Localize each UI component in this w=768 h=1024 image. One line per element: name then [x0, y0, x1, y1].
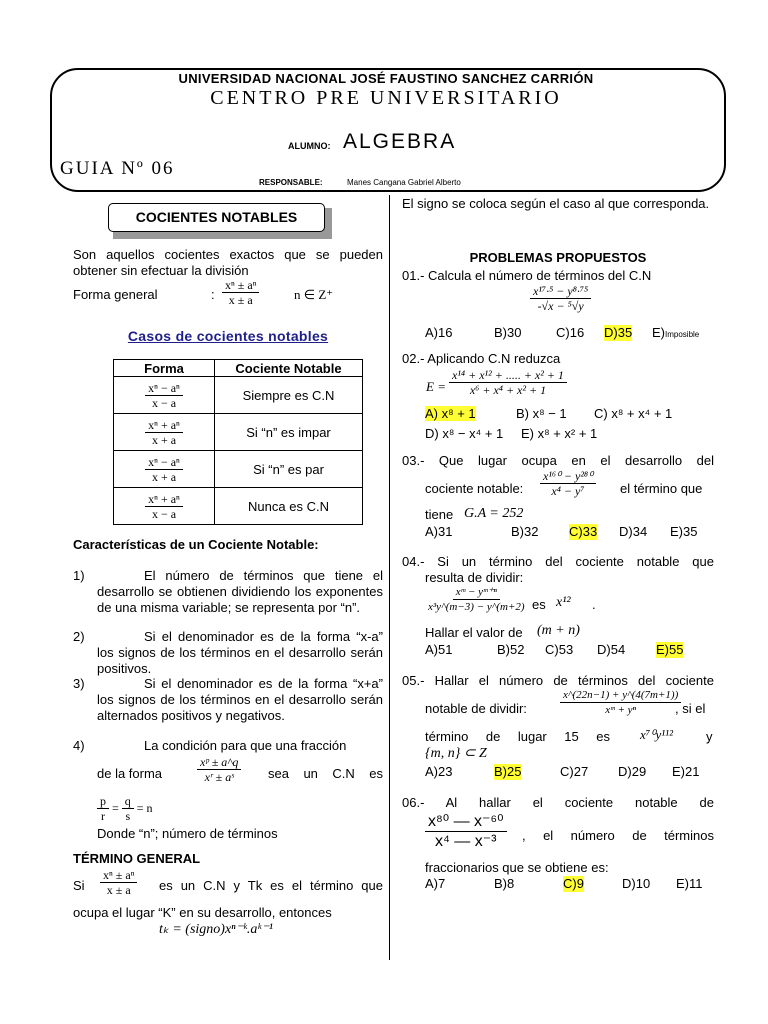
table-row [114, 414, 363, 451]
caract4-text-a: de la forma [97, 766, 163, 781]
option: D)10 [622, 876, 651, 891]
fraction-denominator: x − a [151, 506, 177, 521]
fraction-denominator: x³y^(m−3) − y^(m+2) [428, 601, 525, 613]
caract-number: 3) [73, 676, 85, 691]
table-row [114, 488, 363, 525]
tg-fraction [100, 868, 137, 897]
fraction-denominator: r [101, 809, 105, 823]
equation-rhs: = n [136, 801, 153, 815]
table-cell-value: Si “n” es par [215, 451, 363, 488]
problemas-title: PROBLEMAS PROPUESTOS [469, 250, 647, 265]
fraction-numerator: p [97, 794, 109, 809]
fraction-denominator: x − a [151, 395, 177, 410]
fraction-numerator: x¹⁷·⁵ − y⁸·⁷⁵ [530, 284, 591, 299]
tg-text-2: ocupa el lugar “K” en su desarrollo, entonces [73, 905, 332, 920]
fraction-numerator: x^(22n−1) + y^(4(7m+1)) [560, 688, 681, 703]
option [425, 406, 476, 422]
option: E)11 [676, 876, 703, 891]
fraction-denominator: x ± a [106, 883, 131, 897]
fraction-denominator: s [125, 809, 131, 823]
option: A)16 [425, 325, 453, 340]
option: A)51 [425, 642, 453, 657]
option: C)27 [560, 764, 589, 779]
problem-4-es: es [532, 597, 546, 612]
option-small-text: Imposible [665, 330, 700, 339]
option: A)7 [425, 876, 446, 891]
caract-text: Si el denominador es de la forma “x+a” los signos de los términos en el desarrollo serán alternados positivos y negativos. [97, 676, 383, 723]
fraction-denominator: xᵐ + yⁿ [605, 704, 636, 716]
caract-text: La condición para que una fracción [144, 738, 347, 753]
fraction-numerator: xⁿ − aⁿ [145, 455, 183, 470]
fraction-numerator: q [122, 794, 134, 809]
option: C)16 [556, 325, 585, 340]
problem-3-question-1: 03.- Que lugar ocupa en el desarrollo del [402, 453, 714, 468]
option: D)54 [597, 642, 626, 657]
tg-text-1: es un C.N y Tk es el término que [159, 878, 383, 893]
problem-4-fraction [425, 585, 528, 614]
problem-4-term: x¹² [556, 595, 571, 610]
problem-5-question-2a: notable de dividir: [425, 701, 527, 716]
table-row [114, 451, 363, 488]
option: B) x⁸ − 1 [516, 406, 567, 421]
option-highlighted: A) x⁸ + 1 [425, 406, 476, 421]
responsable-value: Manes Cangana Gabriel Alberto [347, 178, 461, 187]
table-cell-forma [114, 377, 215, 414]
fraction-numerator: xⁿ ± aⁿ [100, 868, 137, 883]
university-name: UNIVERSIDAD NACIONAL JOSÉ FAUSTINO SANCHEZ CARRIÓN [178, 71, 594, 86]
option: C) x⁸ + x⁴ + 1 [594, 406, 673, 421]
problem-4-expr: (m + n) [537, 623, 580, 638]
problem-5-fraction [560, 688, 681, 717]
option: C)53 [545, 642, 574, 657]
problem-4-question-2: resulta de dividir: [425, 570, 524, 585]
centro-title: CENTRO PRE UNIVERSITARIO [210, 87, 562, 109]
problem-5-y: y [706, 729, 713, 744]
table-cell-value: Siempre es C.N [215, 377, 363, 414]
problem-5-set: {m, n} ⊂ Z [425, 746, 487, 761]
fraction-numerator: xⁿ + aⁿ [145, 418, 183, 433]
column-divider [389, 195, 390, 960]
fraction-denominator: xʳ ± aˢ [204, 770, 234, 784]
problem-4-dot: . [592, 597, 596, 612]
fraction-numerator: x¹⁶⁰ − y²⁸⁰ [540, 469, 596, 484]
table-cell-value: Si “n” es impar [215, 414, 363, 451]
problem-3-question-2b: el término que [620, 481, 703, 496]
problem-5-question-3a: término de lugar 15 es [425, 729, 610, 744]
caract4-fraction [197, 755, 241, 784]
forma-general-condition: n ∈ Z⁺ [294, 287, 334, 302]
caract-text: El número de términos que tiene el desarrollo se obtienen dividiendo los exponentes de una misma variable; se representa por “n”. [97, 568, 383, 615]
option-highlighted: D)35 [604, 325, 633, 340]
caract4-text-b: sea un C.N es [268, 766, 383, 781]
problem-2-question: 02.- Aplicando C.N reduzca [402, 351, 561, 366]
option: E)21 [672, 764, 700, 779]
termino-general-title: TÉRMINO GENERAL [73, 851, 201, 866]
alumno-label: ALUMNO: [288, 141, 331, 151]
problem-6-question-3: fraccionarios que se obtiene es: [425, 860, 609, 875]
table-cell-forma [114, 488, 215, 525]
forma-general-fraction [222, 278, 259, 307]
tg-formula: tₖ = (signo)xⁿ⁻ᵏ.aᵏ⁻¹ [159, 922, 273, 937]
option: A)31 [425, 524, 453, 539]
problem-6-question-2: , el número de términos [522, 828, 714, 843]
responsable-label: RESPONSABLE: [259, 178, 323, 187]
table-cell-forma [114, 414, 215, 451]
tg-si: Si [73, 878, 85, 893]
option: D) x⁸ − x⁴ + 1 [425, 426, 504, 441]
option [652, 325, 699, 343]
problem-1-question: 01.- Calcula el número de términos del C.N [402, 268, 652, 283]
option-highlighted: E)55 [656, 642, 684, 657]
caract-number: 4) [73, 738, 85, 753]
problem-5-question-2b: , si el [675, 701, 706, 716]
fraction-numerator: x⁸⁰ — x⁻⁶⁰ [425, 812, 507, 832]
signo-text: El signo se coloca según el caso al que corresponda. [402, 196, 710, 211]
intro-text: Son aquellos cocientes exactos que se pueden obtener sin efectuar la división [73, 247, 383, 278]
option: B)8 [494, 876, 515, 891]
problem-2-fraction [449, 368, 567, 397]
fraction-denominator: -√x − ⁵√y [537, 299, 584, 313]
table-header: Forma [114, 360, 215, 377]
caract-text: Si el denominador es de la forma “x-a” los signos de los términos en el desarrollo serán positivos. [97, 629, 383, 676]
problem-3-fraction [540, 469, 596, 498]
problem-3-ga: G.A = 252 [464, 506, 524, 521]
table-cell-forma [114, 451, 215, 488]
option: D)34 [619, 524, 648, 539]
option: E) x⁸ + x² + 1 [521, 426, 598, 441]
fraction-denominator: x ± a [228, 293, 253, 307]
casos-title: Casos de cocientes notables [127, 328, 329, 344]
option-highlighted: B)25 [494, 764, 522, 779]
option: B)30 [494, 325, 522, 340]
fraction-denominator: x⁴ − y⁷ [551, 484, 585, 498]
problem-4-question-1: 04.- Si un término del cociente notable que [402, 554, 714, 569]
problem-4-question-3: Hallar el valor de [425, 625, 523, 640]
alumno-value: ALGEBRA [343, 130, 457, 153]
option: B)52 [497, 642, 525, 657]
fraction-numerator: xⁿ ± aⁿ [222, 278, 259, 293]
table-cell-value: Nunca es C.N [215, 488, 363, 525]
fraction-numerator: xᵐ − yᵐ⁺ⁿ [453, 585, 500, 600]
option-label: E) [652, 325, 665, 340]
fraction-denominator: x⁴ — x⁻³ [434, 833, 497, 850]
problem-6-question-1: 06.- Al hallar el cociente notable de [402, 795, 714, 810]
problem-1-fraction [530, 284, 591, 313]
option: D)29 [618, 764, 647, 779]
problem-5-question-1: 05.- Hallar el número de términos del cociente [402, 673, 714, 688]
forma-general-colon: : [211, 287, 215, 302]
fraction-numerator: x¹⁴ + x¹² + ..... + x² + 1 [449, 368, 567, 383]
option: A)23 [425, 764, 453, 779]
section-title: COCIENTES NOTABLES [108, 203, 325, 232]
casos-table [113, 359, 363, 525]
option: B)32 [511, 524, 539, 539]
problem-2-lhs: E = [426, 379, 446, 394]
problem-3-question-3: tiene [425, 507, 454, 522]
caracteristicas-title: Características de un Cociente Notable: [73, 537, 319, 552]
fraction-numerator: xⁿ − aⁿ [145, 381, 183, 396]
caract-number: 1) [73, 568, 85, 583]
fraction-numerator: xⁿ + aⁿ [145, 492, 183, 507]
caract4-equation: $\frac{p}{r}$ = $\frac{q}{s}$ = n [97, 794, 153, 823]
forma-general-label: Forma general [73, 287, 158, 302]
fraction-numerator: xᵖ ± a^q [197, 755, 241, 770]
fraction-denominator: x⁶ + x⁴ + x² + 1 [469, 383, 547, 397]
guia-number: GUIA Nº 06 [60, 158, 175, 179]
problem-5-term: x⁷⁰y¹¹² [640, 727, 673, 742]
option-highlighted: C)9 [563, 876, 584, 891]
fraction-denominator: x + a [151, 432, 177, 447]
option: E)35 [670, 524, 698, 539]
problem-6-fraction [425, 812, 507, 851]
problem-3-question-2a: cociente notable: [425, 481, 524, 496]
table-header: Cociente Notable [215, 360, 363, 377]
caract-number: 2) [73, 629, 85, 644]
table-row [114, 377, 363, 414]
donde-text: Donde “n”; número de términos [97, 826, 278, 841]
fraction-denominator: x + a [151, 469, 177, 484]
table-header-row [114, 360, 363, 377]
option-highlighted: C)33 [569, 524, 598, 539]
